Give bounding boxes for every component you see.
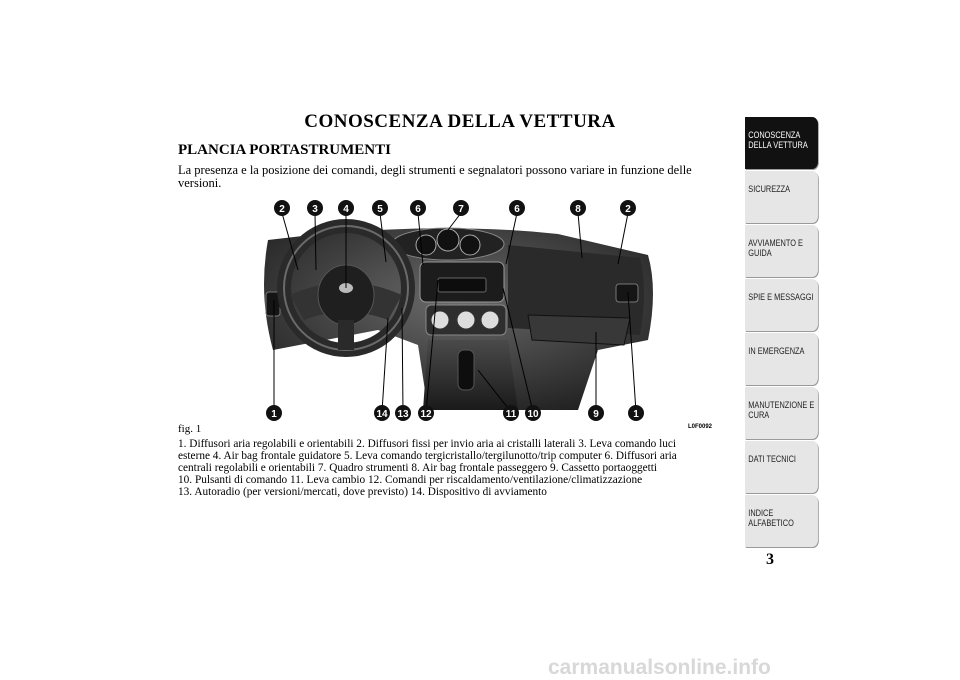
svg-text:1: 1 <box>633 409 639 420</box>
callout-bottom-5 <box>503 405 519 421</box>
caption-line: 10. Pulsanti di comando 11. Leva cambio 12. Comandi per riscaldamento/ventilazione/climatizzazione <box>178 474 643 486</box>
tab-dati-tecnici[interactable]: DATI TECNICI <box>745 441 818 493</box>
callout-top-9 <box>620 200 636 216</box>
callout-bottom-1 <box>266 405 282 421</box>
callout-top-1 <box>274 200 290 216</box>
svg-text:7: 7 <box>458 204 464 215</box>
intro-text: La presenza e la posizione dei comandi, degli strumenti e segnalatori possono variare in funzione delle versioni. <box>178 163 692 190</box>
svg-text:2: 2 <box>279 204 285 215</box>
svg-text:9: 9 <box>593 409 599 420</box>
svg-text:2: 2 <box>625 204 631 215</box>
callout-top-2 <box>307 200 323 216</box>
callout-top-4 <box>372 200 388 216</box>
svg-text:4: 4 <box>343 204 349 215</box>
svg-text:5: 5 <box>377 204 383 215</box>
callout-top-7 <box>509 200 525 216</box>
callout-top-6 <box>453 200 469 216</box>
callout-bottom-8 <box>628 405 644 421</box>
tab-indice-alfabetico[interactable]: INDICE ALFABETICO <box>745 495 818 547</box>
gear-lever <box>458 350 474 390</box>
caption-line: 13. Autoradio (per versioni/mercati, dove previsto) 14. Dispositivo di avviamento <box>178 486 547 498</box>
right-vent <box>616 284 638 302</box>
caption-line: centrali regolabili e orientabili 7. Quadro strumenti 8. Air bag frontale passeggero 9. Cassetto portaoggetti <box>178 462 658 474</box>
figure-code: L0F0092 <box>688 424 713 430</box>
tab-conoscenza-della-vettura[interactable]: CONOSCENZA DELLA VETTURA <box>745 117 818 169</box>
svg-text:6: 6 <box>415 204 421 215</box>
callout-bottom-6 <box>525 405 541 421</box>
dashboard-illustration <box>178 200 728 422</box>
svg-text:1: 1 <box>271 409 277 420</box>
callout-top-5 <box>410 200 426 216</box>
tab-manutenzione-e-cura[interactable]: MANUTENZIONE E CURA <box>745 387 818 439</box>
callout-top-3 <box>338 200 354 216</box>
section-title: PLANCIA PORTASTRUMENTI <box>178 142 391 158</box>
svg-text:8: 8 <box>575 204 581 215</box>
tab-spie-e-messaggi[interactable]: SPIE E MESSAGGI <box>745 279 818 331</box>
svg-text:13: 13 <box>397 409 409 420</box>
callout-bottom-2 <box>374 405 390 421</box>
callout-top-8 <box>570 200 586 216</box>
radio-unit <box>438 278 486 292</box>
figure-caption <box>178 438 730 498</box>
tab-avviamento-e-guida[interactable]: AVVIAMENTO E GUIDA <box>745 225 818 277</box>
caption-line: 1. Diffusori aria regolabili e orientabili 2. Diffusori fissi per invio aria ai cristalli laterali 3. Leva comando luci <box>178 438 677 450</box>
footer-watermark[interactable]: carmanualsonline.info <box>548 656 771 679</box>
glove-box <box>528 315 630 345</box>
caption-line: esterne 4. Air bag frontale guidatore 5. Leva comando tergicristallo/tergilunotto/trip computer 6. Diffusori aria <box>178 450 677 462</box>
svg-text:3: 3 <box>312 204 318 215</box>
svg-text:6: 6 <box>514 204 520 215</box>
callout-bottom-7 <box>588 405 604 421</box>
chapter-sidebar <box>745 117 818 549</box>
svg-text:11: 11 <box>505 409 517 420</box>
callout-bottom-3 <box>395 405 411 421</box>
figure-label: fig. 1 <box>178 423 202 435</box>
svg-text:14: 14 <box>376 409 388 420</box>
tab-in-emergenza[interactable]: IN EMERGENZA <box>745 333 818 385</box>
svg-text:10: 10 <box>527 409 539 420</box>
callout-bottom-4 <box>418 405 434 421</box>
page-number: 3 <box>766 551 774 568</box>
svg-text:12: 12 <box>420 409 432 420</box>
tab-sicurezza[interactable]: SICUREZZA <box>745 171 818 223</box>
page-title: CONOSCENZA DELLA VETTURA <box>304 111 616 132</box>
